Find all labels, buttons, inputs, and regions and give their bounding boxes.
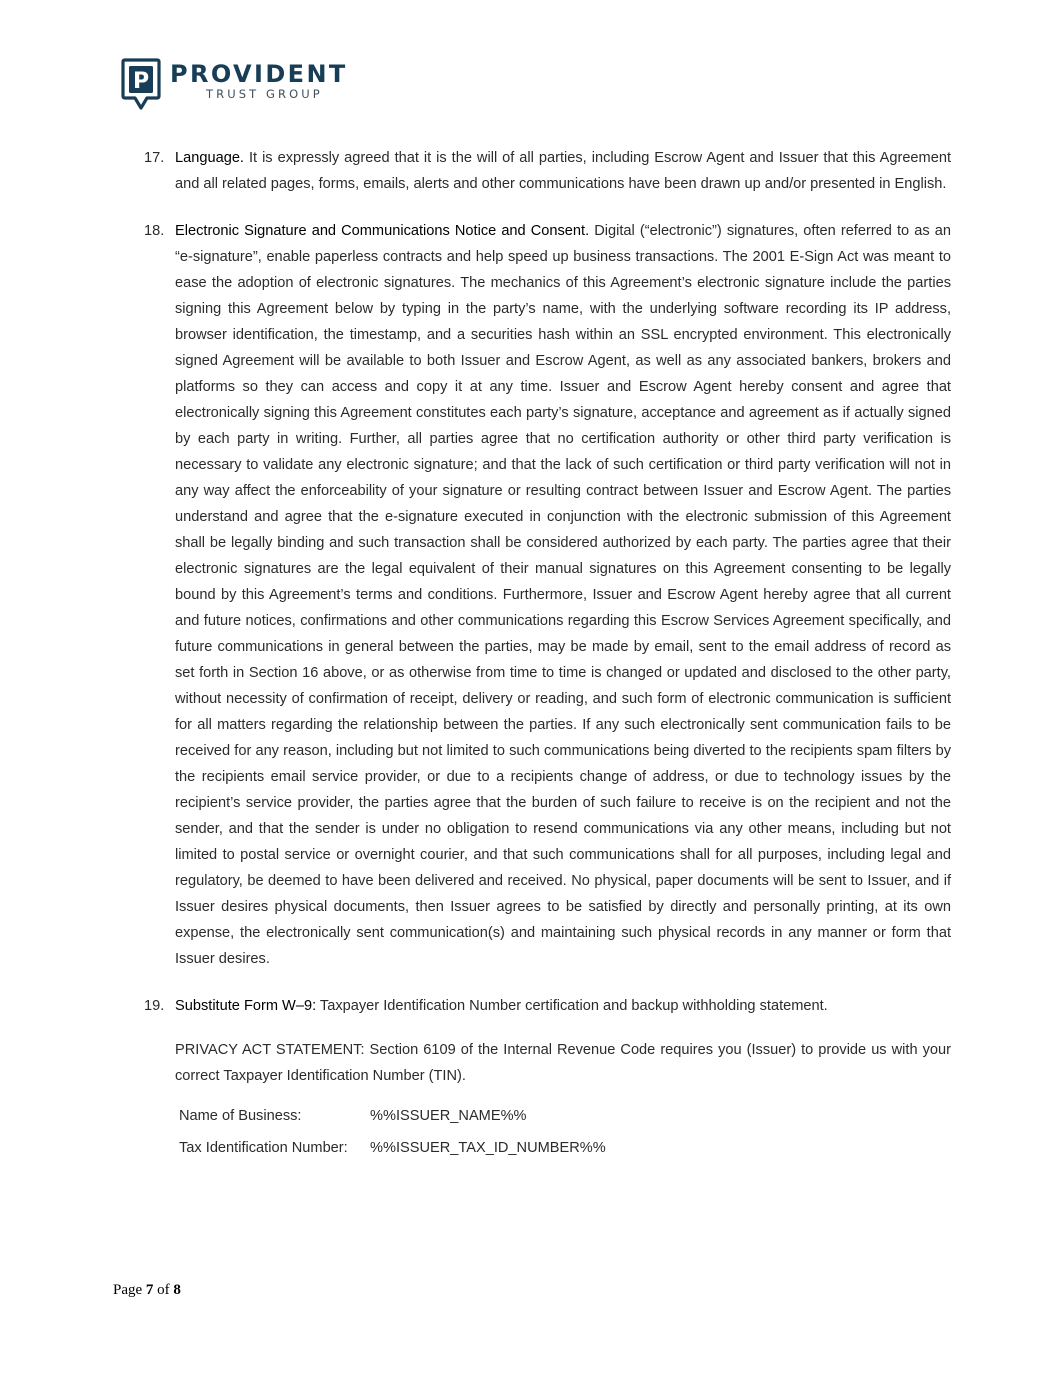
section-19-substitute-form-w9: [140, 993, 951, 1019]
logo-subtitle: TRUST GROUP: [206, 87, 323, 101]
issuer-fields: [140, 1103, 951, 1161]
section-title: Language.: [175, 150, 244, 166]
section-body: [175, 218, 951, 972]
section-17-language: [140, 145, 951, 197]
svg-text:P: P: [132, 69, 150, 94]
field-row-business-name: [179, 1103, 951, 1129]
section-number: 18.: [144, 223, 165, 239]
page-of-label: of: [157, 1282, 170, 1298]
section-number: 17.: [144, 150, 165, 166]
section-body: [175, 145, 951, 197]
page-number-footer: [113, 1282, 181, 1299]
section-title: Substitute Form W–9:: [175, 998, 317, 1014]
section-text: Digital (“electronic”) signatures, often referred to as an “e-signature”, enable paperless contracts and help speed up business transactions. The 2001 E-Sign Act was meant to ease the adoption of electronic signatures. The mechanics of this Agreement’s electronic signature include the parties signing this Agreement below by typing in the party’s name, with the underlying software recording its IP address, browser identification, the timestamp, and a securities hash within an SSL encrypted environment. This electronically signed Agreement will be available to both Issuer and Escrow Agent, as well as any associated bankers, brokers and platforms so they can access and copy it at any time. Issuer and Escrow Agent hereby consent and agree that electronically signing this Agreement constitutes each party’s signature, acceptance and agreement as if actually signed by each party in writing. Further, all parties agree that no certification authority or other third party verification is necessary to validate any electronic signature; and that the lack of such certification or third party verification will not in any way affect the enforceability of your signature or resulting contract between Issuer and Escrow Agent. The parties understand and agree that the e-signature executed in conjunction with the electronic submission of this Agreement shall be legally binding and such transaction shall be considered authorized by each party. The parties agree that their electronic signatures are the legal equivalent of their manual signatures on this Agreement consenting to be legally bound by this Agreement’s terms and conditions. Furthermore, Issuer and Escrow Agent hereby agree that all current and future notices, confirmations and other communications regarding this Escrow Services Agreement specifically, and future communications in general between the parties, may be made by email, sent to the email address of record as set forth in Section 16 above, or as otherwise from time to time is changed or updated and disclosed to the other party, without necessity of confirmation of receipt, delivery or reading, and such form of electronic communication is sufficient for all matters regarding the relationship between the parties. If any such electronically sent communication fails to be received for any reason, including but not limited to such communications being diverted to the recipients spam filters by the recipients email service provider, or due to a recipients change of address, or due to technology issues by the recipient’s service provider, the parties agree that the burden of such failure to receive is on the recipient and not the sender, and that the sender is under no obligation to resend communications via any other means, including but not limited to postal service or overnight courier, and that such communications shall for all purposes, including legal and regulatory, be deemed to have been delivered and received. No physical, paper documents will be sent to Issuer, and if Issuer desires physical documents, then Issuer agrees to be satisfied by directly and personally printing, at its own expense, the electronically sent communication(s) and maintaining such physical records in any manner or form that Issuer desires.: [175, 223, 951, 967]
section-18-electronic-signature: [140, 218, 951, 972]
section-number: 19.: [144, 998, 165, 1014]
document-body: [140, 145, 951, 1167]
provident-p-badge-icon: [121, 58, 161, 112]
field-label: Tax Identification Number:: [179, 1140, 348, 1156]
tax-id-value: %%ISSUER_TAX_ID_NUMBER%%: [370, 1140, 606, 1156]
section-text: Taxpayer Identification Number certification and backup withholding statement.: [319, 998, 828, 1014]
section-text: It is expressly agreed that it is the will of all parties, including Escrow Agent and Issuer that this Agreement and all related pages, forms, emails, alerts and other communications have been drawn up and/or presented in English.: [175, 150, 951, 192]
privacy-act-statement: PRIVACY ACT STATEMENT: Section 6109 of the Internal Revenue Code requires you (Issuer) to provide us with your correct Taxpayer Identification Number (TIN).: [175, 1042, 951, 1084]
total-pages-number: 8: [173, 1282, 181, 1298]
current-page-number: 7: [145, 1282, 154, 1298]
field-row-tax-id: [179, 1135, 951, 1161]
section-body: [175, 993, 951, 1019]
issuer-name-value: %%ISSUER_NAME%%: [370, 1108, 527, 1124]
page-label: Page: [113, 1282, 143, 1298]
field-label: Name of Business:: [179, 1108, 302, 1124]
provident-logo: [121, 58, 348, 112]
logo-wordmark: PROVIDENT: [170, 60, 348, 88]
section-title: Electronic Signature and Communications Notice and Consent.: [175, 223, 590, 239]
